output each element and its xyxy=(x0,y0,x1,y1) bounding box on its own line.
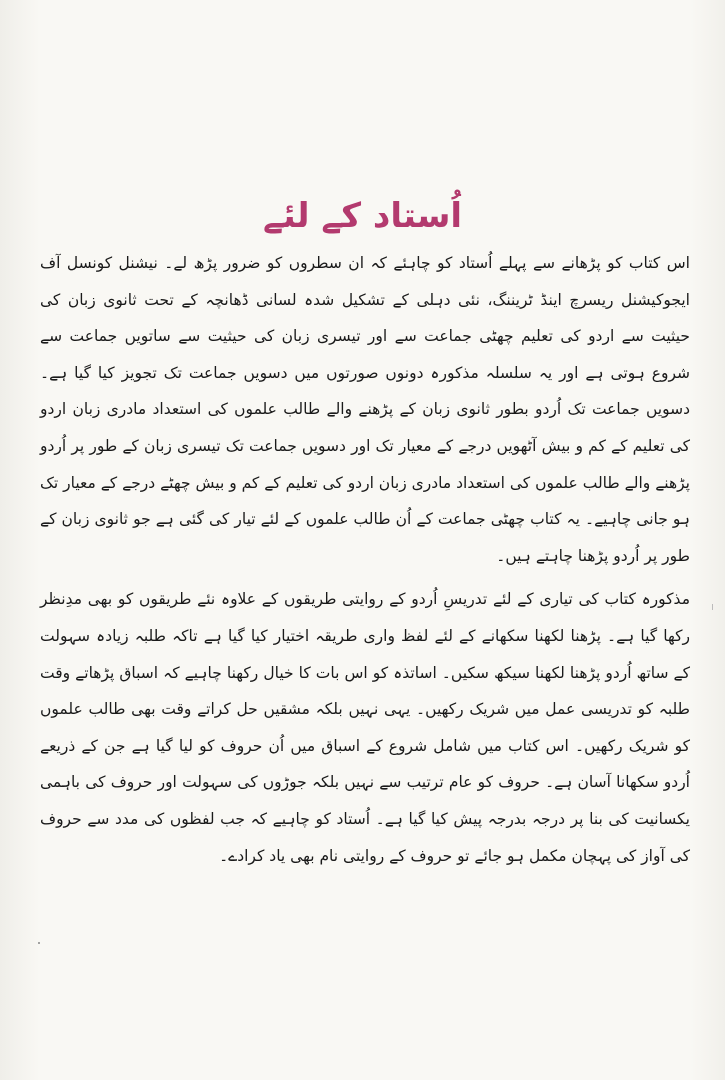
paragraph-1: اس کتاب کو پڑھانے سے پہلے اُستاد کو چاہئے کہ ان سطروں کو ضرور پڑھ لے۔ نیشنل کونسل آف ایجوکیشنل ریسرچ اینڈ ٹریننگ، نئی دہلی کے تشکیل شدہ لسانی ڈھانچہ کے تحت ثانوی زبان کی حیثیت سے اردو کی تعلیم چھٹی جماعت سے اور تیسری زبان کی حیثیت سے ساتویں جماعت سے شروع ہوتی ہے اور یہ سلسلہ مذکورہ دونوں صورتوں میں دسویں جماعت تک تجویز کیا گیا ہے۔ دسویں جماعت تک اُردو بطور ثانوی زبان کے پڑھنے والے طالب علموں کی استعداد مادری زبان اردو کی تعلیم کے کم و بیش آٹھویں درجے کے معیار تک اور دسویں جماعت تک تیسری زبان کے طور پر اُردو پڑھنے والے طالب علموں کی استعداد مادری زبان اردو کی تعلیم کے کم و بیش چھٹے درجے کے معیار تک ہو جانی چاہیے۔ یہ کتاب چھٹی جماعت کے اُن طالب علموں کے لئے تیار کی گئی ہے جو ثانوی زبان کے طور پر اُردو پڑھنا چاہتے ہیں۔ xyxy=(40,254,690,565)
page-title: اُستاد کے لئے xyxy=(262,195,463,236)
page-body xyxy=(40,245,690,874)
scan-speck xyxy=(712,604,713,610)
paragraph-2: مذکورہ کتاب کی تیاری کے لئے تدریسِ اُردو کے روایتی طریقوں کے علاوہ نئے طریقوں کو بھی مدِنظر رکھا گیا ہے۔ پڑھنا لکھنا سکھانے کے لئے لفظ واری طریقہ اختیار کیا گیا ہے تاکہ طلبہ زیادہ سہولت کے ساتھ اُردو پڑھنا لکھنا سیکھ سکیں۔ اساتذہ کو اس بات کا خیال رکھنا چاہیے کہ اسباق پڑھاتے وقت طلبہ کو تدریسی عمل میں شریک رکھیں۔ یہی نہیں بلکہ مشقیں حل کراتے وقت بھی طالب علموں کو شریک رکھیں۔ اس کتاب میں شامل شروع کے اسباق میں اُن حروف کو لیا گیا ہے جن کے ذریعے اُردو سکھانا آسان ہے۔ حروف کو عام ترتیب سے نہیں بلکہ جوڑوں کی سہولت اور حروف کی باہمی یکسانیت کی بنا پر درجہ بدرجہ پیش کیا گیا ہے۔ اُستاد کو چاہیے کہ جب لفظوں کی مدد سے حروف کی آواز کی پہچان مکمل ہو جائے تو حروف کے روایتی نام بھی یاد کرادے۔ xyxy=(40,590,690,865)
scan-speck xyxy=(38,942,40,944)
